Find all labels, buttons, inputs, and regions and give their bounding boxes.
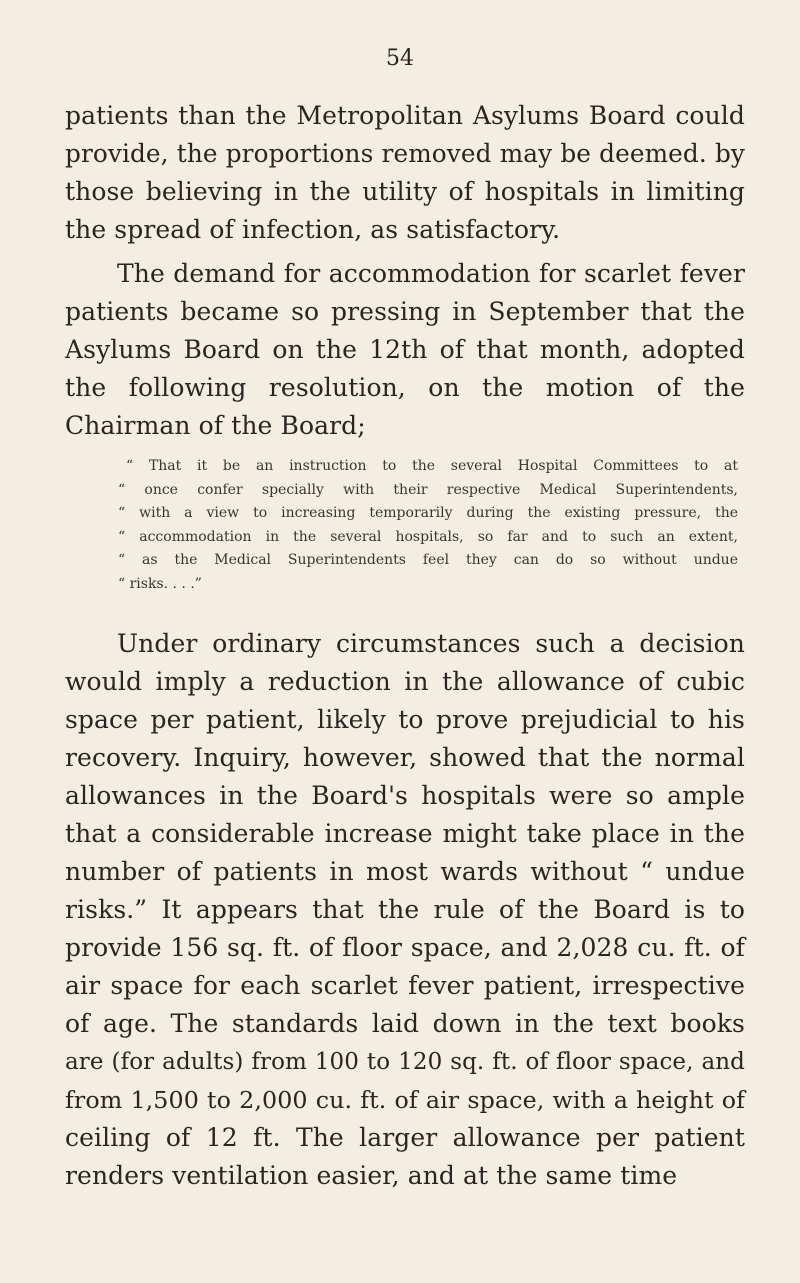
text-line: the following resolution, on the motion of the (65, 373, 745, 402)
quote-line: “ as the Medical Superintendents feel they can do so without undue (118, 552, 738, 568)
text-line: Chairman of the Board; (65, 411, 366, 440)
paragraph-3 (65, 625, 745, 1195)
text-line: provide, the proportions removed may be deemed. by (65, 139, 745, 168)
quote-line: “ That it be an instruction to the several Hospital Committees to at (126, 458, 738, 474)
text-line: space per patient, likely to prove prejudicial to his (65, 705, 745, 734)
quote-line: “ accommodation in the several hospitals, so far and to such an extent, (118, 528, 738, 545)
text-line: would imply a reduction in the allowance of cubic (65, 667, 745, 696)
quote-line: “ once confer specially with their respective Medical Superintendents, (118, 481, 738, 498)
text-line: from 1,500 to 2,000 cu. ft. of air space, with a height of (65, 1086, 745, 1114)
text-line: are (for adults) from 100 to 120 sq. ft. of floor space, and (65, 1049, 745, 1075)
text-line: the spread of infection, as satisfactory. (65, 215, 561, 244)
quote-line: “ with a view to increasing temporarily during the existing pressure, the (118, 505, 738, 521)
text-line: ceiling of 12 ft. The larger allowance per patient (65, 1123, 745, 1152)
text-line: patients became so pressing in September that the (65, 297, 745, 326)
text-line: that a considerable increase might take place in the (65, 819, 745, 848)
resolution-quotation (118, 455, 738, 596)
text-line: those believing in the utility of hospitals in limiting (65, 177, 745, 206)
page-number: 54 (386, 46, 414, 71)
paragraph-1 (65, 97, 745, 249)
text-line: number of patients in most wards without “ undue (65, 857, 745, 886)
text-line: Asylums Board on the 12th of that month, adopted (65, 335, 745, 364)
text-line: provide 156 sq. ft. of floor space, and 2,028 cu. ft. of (65, 933, 745, 962)
paragraph-2 (65, 255, 745, 445)
text-line: air space for each scarlet fever patient, irrespective (65, 971, 745, 1000)
text-line: The demand for accommodation for scarlet fever (117, 259, 745, 288)
text-line: risks.” It appears that the rule of the Board is to (65, 895, 745, 924)
text-line: recovery. Inquiry, however, showed that the normal (65, 743, 745, 772)
text-line: renders ventilation easier, and at the same time (65, 1161, 678, 1190)
quote-line: “ risks. . . .” (118, 575, 202, 592)
text-line: allowances in the Board's hospitals were so ample (65, 781, 745, 810)
text-line: of age. The standards laid down in the text books (65, 1009, 745, 1038)
text-line: patients than the Metropolitan Asylums Board could (65, 101, 745, 130)
text-line: Under ordinary circumstances such a decision (117, 629, 745, 658)
